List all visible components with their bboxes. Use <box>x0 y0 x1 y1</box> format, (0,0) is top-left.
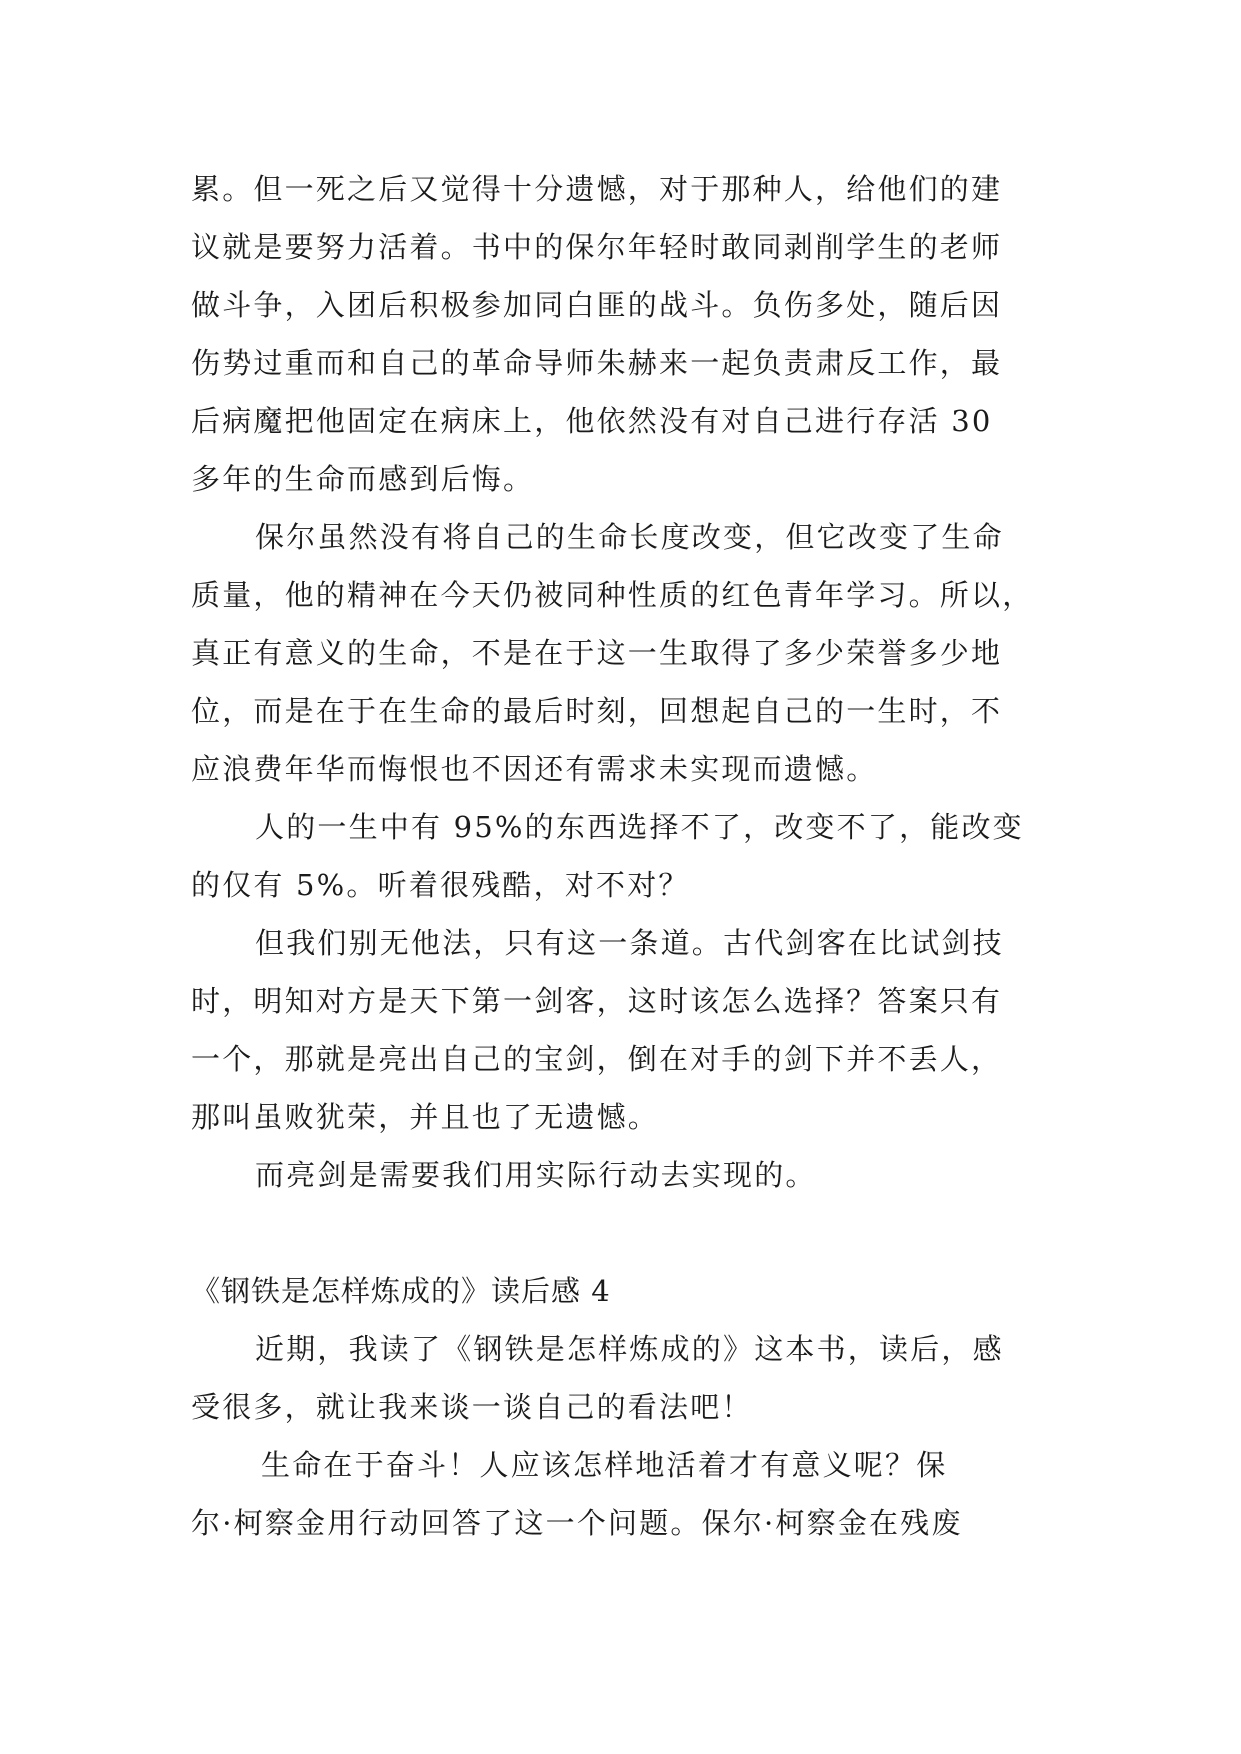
text-line: 伤势过重而和自己的革命导师朱赫来一起负责肃反工作，最 <box>191 346 1003 380</box>
text-line: 生命在于奋斗！人应该怎样地活着才有意义呢？保 <box>261 1448 948 1482</box>
section-heading: 《钢铁是怎样炼成的》读后感 4 <box>191 1274 611 1308</box>
text-line: 而亮剑是需要我们用实际行动去实现的。 <box>255 1158 817 1192</box>
text-line: 保尔虽然没有将自己的生命长度改变，但它改变了生命 <box>255 520 1004 554</box>
paragraph-struggle <box>191 1436 1051 1552</box>
paragraph-action <box>191 1146 1051 1204</box>
section-gap <box>191 1204 1051 1262</box>
text-line: 累。但一死之后又觉得十分遗憾，对于那种人，给他们的建 <box>191 172 1003 206</box>
section-title <box>191 1262 1051 1320</box>
paragraph-intro <box>191 1320 1051 1436</box>
text-line: 的仅有 5%。听着很残酷，对不对？ <box>191 868 690 902</box>
text-line: 议就是要努力活着。书中的保尔年轻时敢同剥削学生的老师 <box>191 230 1003 264</box>
text-line: 质量，他的精神在今天仍被同种性质的红色青年学习。所以， <box>191 578 1034 612</box>
text-line: 多年的生命而感到后悔。 <box>191 462 535 496</box>
document-body <box>191 160 1051 1552</box>
text-line: 后病魔把他固定在病床上，他依然没有对自己进行存活 30 <box>191 404 993 438</box>
text-line: 应浪费年华而悔恨也不因还有需求未实现而遗憾。 <box>191 752 878 786</box>
text-line: 尔·柯察金用行动回答了这一个问题。保尔·柯察金在残废 <box>191 1506 963 1540</box>
text-line: 时，明知对方是天下第一剑客，这时该怎么选择？答案只有 <box>191 984 1003 1018</box>
text-line: 一个，那就是亮出自己的宝剑，倒在对手的剑下并不丢人， <box>191 1042 1003 1076</box>
text-line: 真正有意义的生命，不是在于这一生取得了多少荣誉多少地 <box>191 636 1003 670</box>
paragraph-continuation <box>191 160 1051 508</box>
text-line: 那叫虽败犹荣，并且也了无遗憾。 <box>191 1100 660 1134</box>
text-line: 受很多，就让我来谈一谈自己的看法吧！ <box>191 1390 753 1424</box>
text-line: 近期，我读了《钢铁是怎样炼成的》这本书，读后，感 <box>255 1332 1004 1366</box>
text-line: 人的一生中有 95%的东西选择不了，改变不了，能改变 <box>255 810 1024 844</box>
paragraph-swordsman <box>191 914 1051 1146</box>
paragraph-choices <box>191 798 1051 914</box>
text-line: 位，而是在于在生命的最后时刻，回想起自己的一生时，不 <box>191 694 1003 728</box>
paragraph-life-quality <box>191 508 1051 798</box>
text-line: 但我们别无他法，只有这一条道。古代剑客在比试剑技 <box>255 926 1004 960</box>
text-line: 做斗争，入团后积极参加同白匪的战斗。负伤多处，随后因 <box>191 288 1003 322</box>
